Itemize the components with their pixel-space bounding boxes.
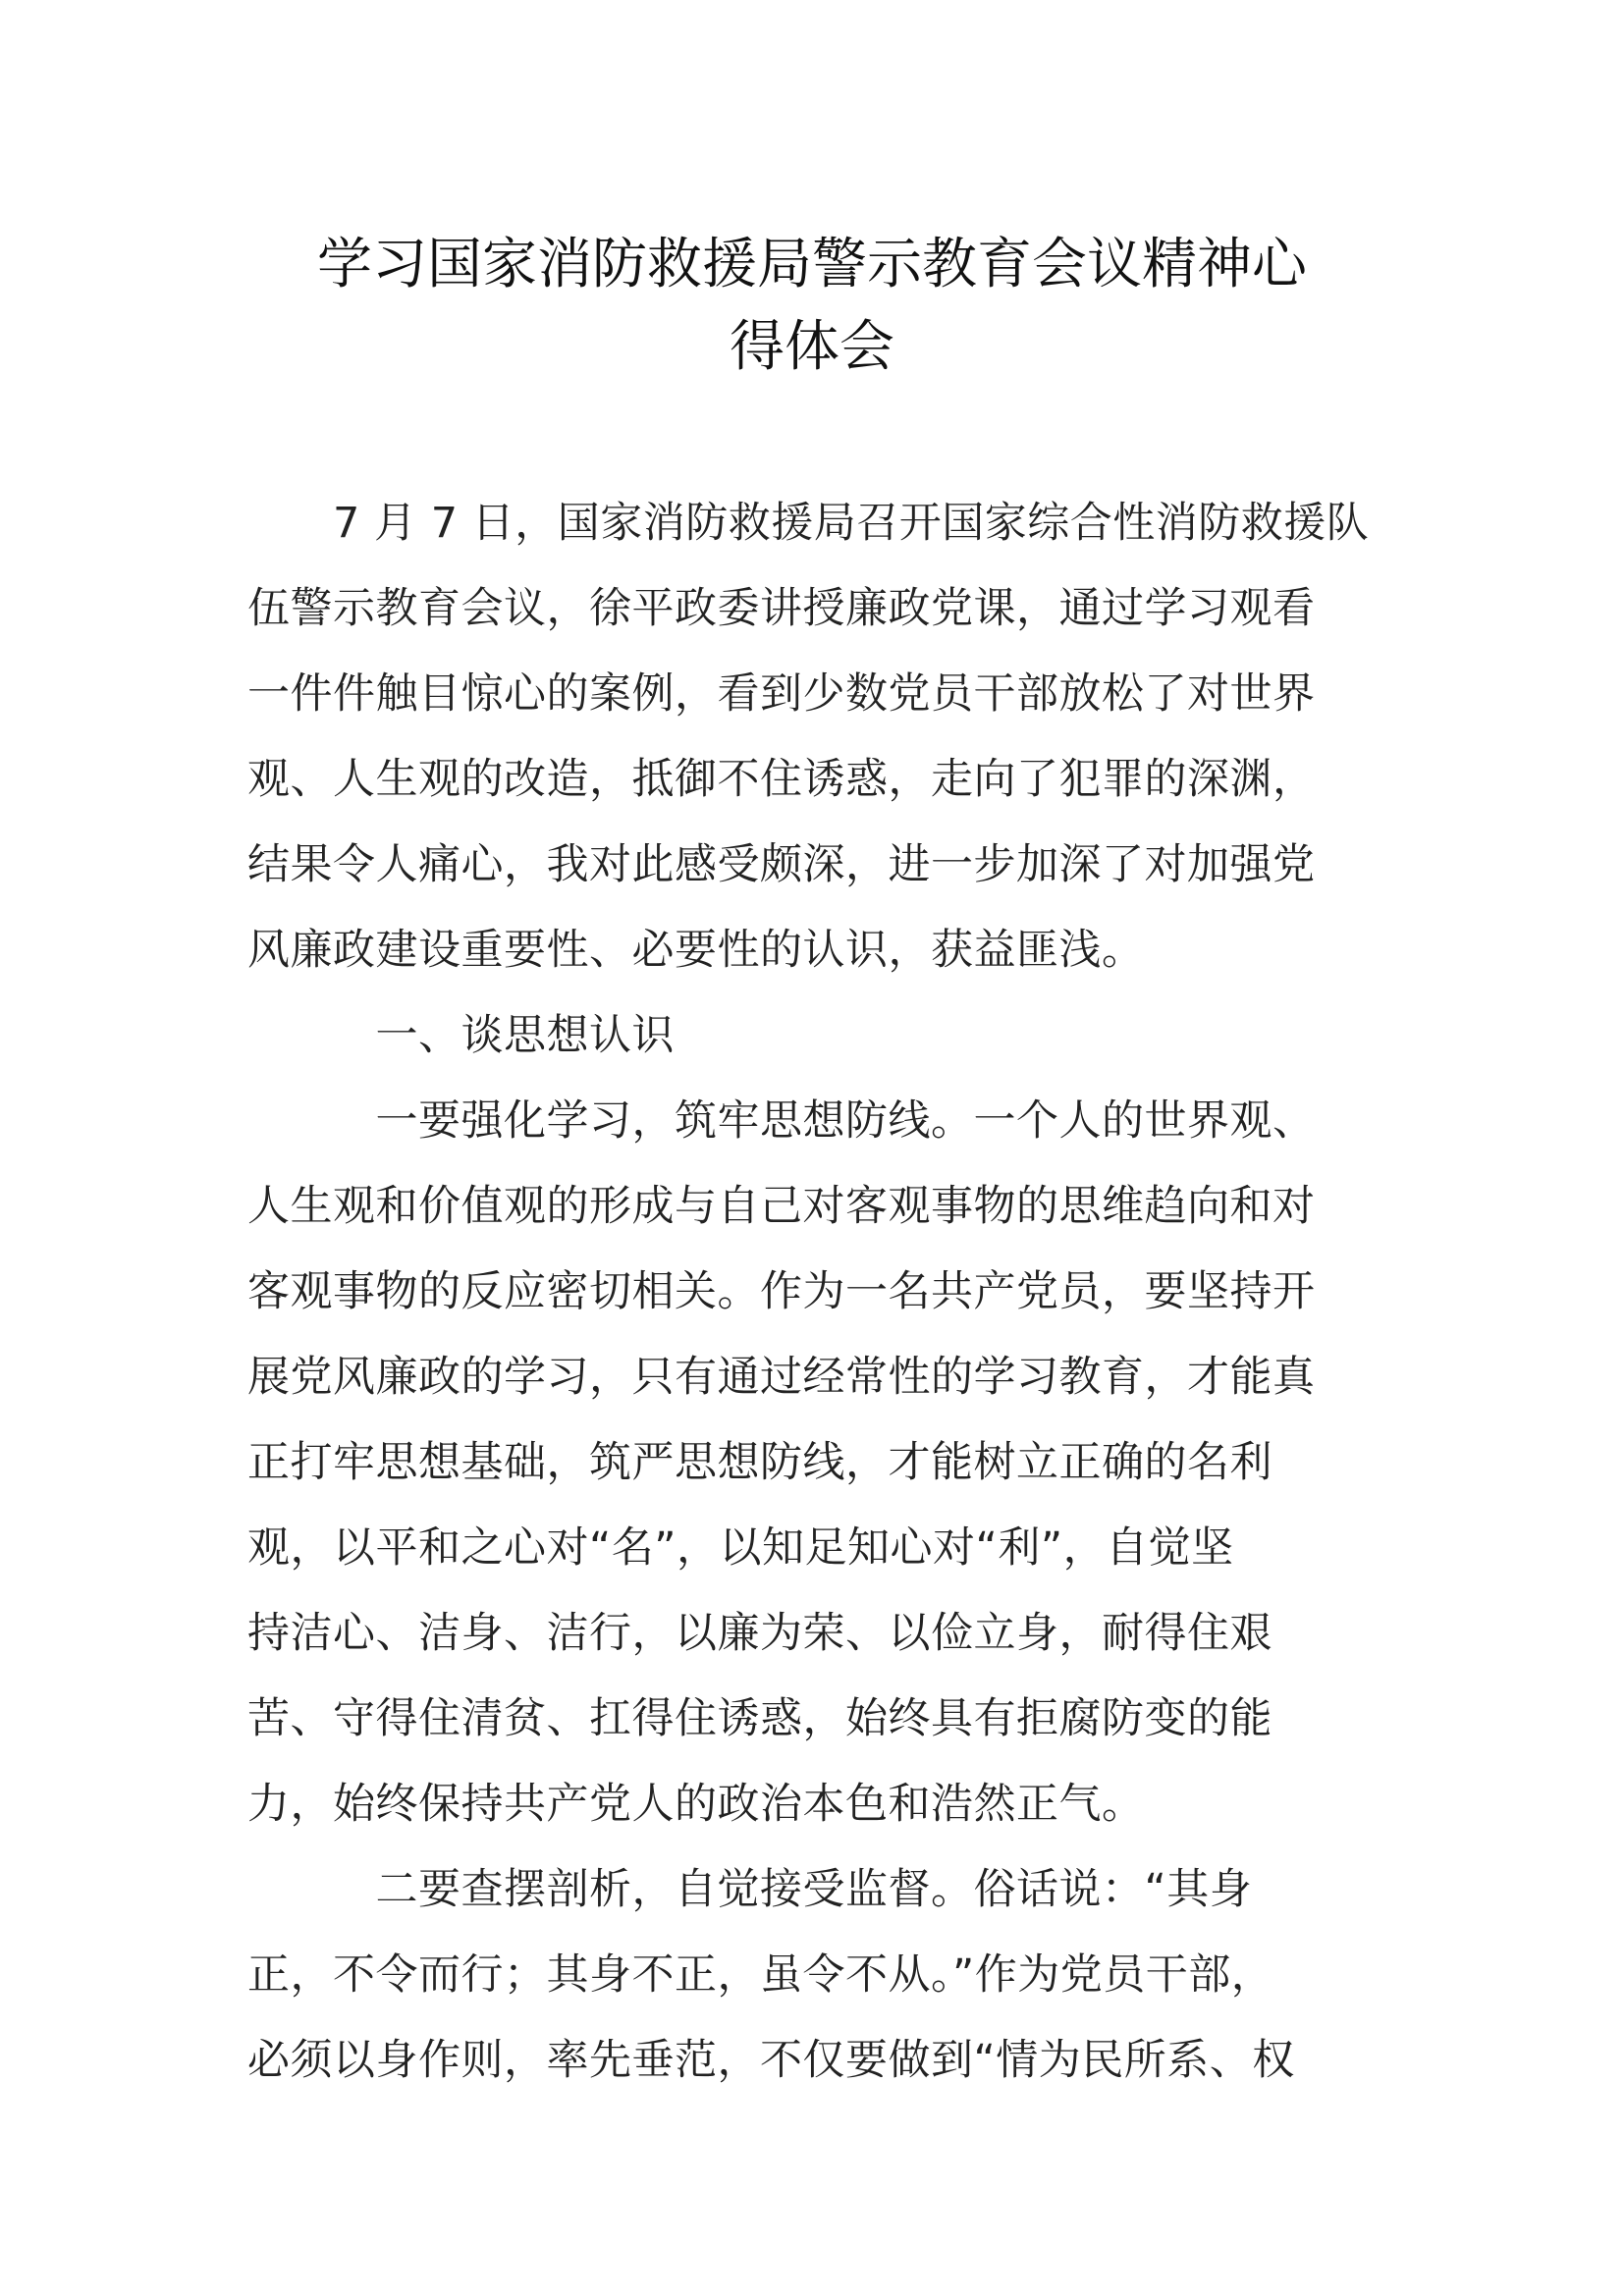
text-line: 结果令人痛心，我对此感受颇深，进一步加深了对加强党 — [247, 840, 1316, 889]
text-line: 一要强化学习，筑牢思想防线。一个人的世界观、 — [247, 1096, 1316, 1146]
text-line: 人生观和价值观的形成与自己对客观事物的思维趋向和对 — [247, 1182, 1316, 1231]
text-line: 力，始终保持共产党人的政治本色和浩然正气。 — [247, 1780, 1145, 1829]
text-line: 展党风廉政的学习，只有通过经常性的学习教育，才能真 — [247, 1353, 1316, 1402]
text-line: 正，不令而行；其身不正，虽令不从。”作为党员干部， — [247, 1950, 1274, 2000]
text-line: 二要查摆剖析，自觉接受监督。俗话说：“其身 — [247, 1865, 1253, 1914]
document-body — [247, 481, 1406, 2104]
title-line: 得体会 — [730, 315, 894, 379]
document-title — [0, 224, 1624, 389]
text-line: 观，以平和之心对“名”，以知足知心对“利”，自觉坚 — [247, 1523, 1234, 1573]
text-line: 风廉政建设重要性、必要性的认识，获益匪浅。 — [247, 926, 1145, 975]
text-line: 持洁心、洁身、洁行，以廉为荣、以俭立身，耐得住艰 — [247, 1609, 1272, 1658]
text-line: 观、人生观的改造，抵御不住诱惑，走向了犯罪的深渊， — [247, 755, 1316, 804]
text-line: 正打牢思想基础，筑严思想防线，才能树立正确的名利 — [247, 1438, 1272, 1487]
text-line: 伍警示教育会议，徐平政委讲授廉政党课，通过学习观看 — [247, 584, 1316, 633]
text-line: 客观事物的反应密切相关。作为一名共产党员，要坚持开 — [247, 1267, 1316, 1316]
text-line: 苦、守得住清贫、扛得住诱惑，始终具有拒腐防变的能 — [247, 1694, 1272, 1743]
paragraph-study — [247, 1079, 1406, 1847]
section-heading — [247, 993, 1406, 1079]
text-line: 必须以身作则，率先垂范，不仅要做到“情为民所系、权 — [247, 2036, 1295, 2085]
text-line: 7 月 7 日，国家消防救援局召开国家综合性消防救援队 — [247, 499, 1370, 548]
paragraph-intro — [247, 481, 1406, 993]
heading-line: 一、谈思想认识 — [247, 1011, 675, 1060]
paragraph-supervision — [247, 1847, 1406, 2104]
title-line: 学习国家消防救援局警示教育会议精神心 — [317, 233, 1307, 296]
text-line: 一件件触目惊心的案例，看到少数党员干部放松了对世界 — [247, 669, 1316, 719]
